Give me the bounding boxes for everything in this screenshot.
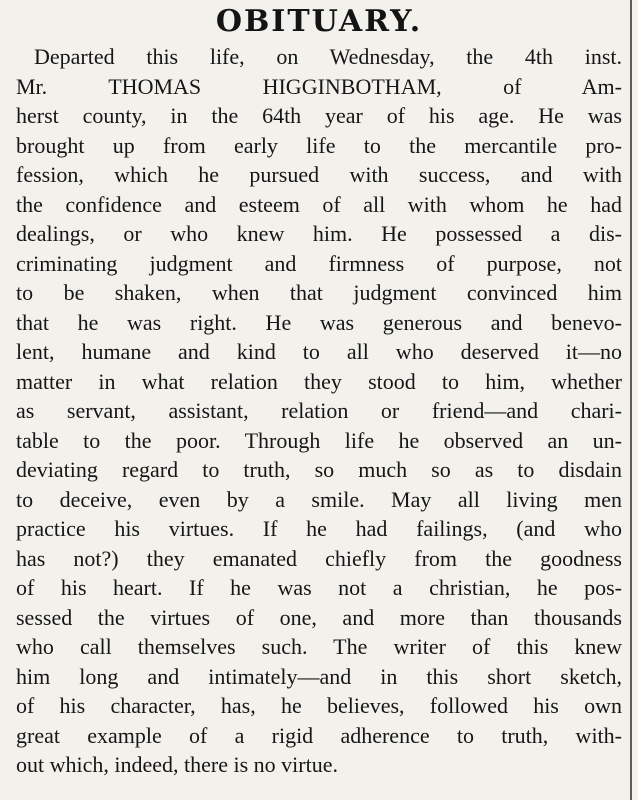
text-line: great example of a rigid adherence to truth, with- — [16, 722, 622, 748]
text-line: sessed the virtues of one, and more than thousands — [16, 604, 622, 630]
text-line: of his character, has, he believes, followed his own — [16, 693, 622, 718]
text-line: criminating judgment and firmness of purpose, not — [16, 250, 622, 276]
obituary-text — [16, 42, 622, 780]
text-line: him long and intimately—and in this short sketch, — [16, 663, 622, 689]
text-line: as servant, assistant, relation or friend—and chari- — [16, 398, 622, 423]
text-line: matter in what relation they stood to him, whether — [16, 368, 622, 394]
text-line: out which, indeed, there is no virtue. — [16, 752, 338, 777]
text-line: Mr. THOMAS HIGGINBOTHAM, of Am- — [16, 73, 622, 99]
text-line: practice his virtues. If he had failings, (and who — [16, 516, 622, 541]
text-line: dealings, or who knew him. He possessed a dis- — [16, 221, 622, 246]
text-line: the confidence and esteem of all with whom he had — [16, 191, 622, 217]
text-line: Departed this life, on Wednesday, the 4th inst. — [34, 44, 622, 69]
text-line: who call themselves such. The writer of this knew — [16, 634, 622, 659]
text-line: herst county, in the 64th year of his age. He was — [16, 103, 622, 128]
text-line: lent, humane and kind to all who deserved it—no — [16, 339, 622, 364]
text-line: brought up from early life to the mercantile pro- — [16, 132, 622, 158]
text-line: table to the poor. Through life he observed an un- — [16, 427, 622, 453]
column-rule — [630, 0, 632, 800]
text-line: deviating regard to truth, so much so as to disdain — [16, 457, 622, 482]
text-line: fession, which he pursued with success, and with — [16, 162, 622, 187]
obituary-heading: OBITUARY. — [215, 4, 423, 39]
text-line: of his heart. If he was not a christian, he pos- — [16, 575, 622, 600]
text-line: to be shaken, when that judgment convinced him — [16, 280, 622, 305]
text-line: that he was right. He was generous and benevo- — [16, 309, 622, 335]
text-line: to deceive, even by a smile. May all living men — [16, 486, 622, 512]
text-line: has not?) they emanated chiefly from the goodness — [16, 545, 622, 571]
